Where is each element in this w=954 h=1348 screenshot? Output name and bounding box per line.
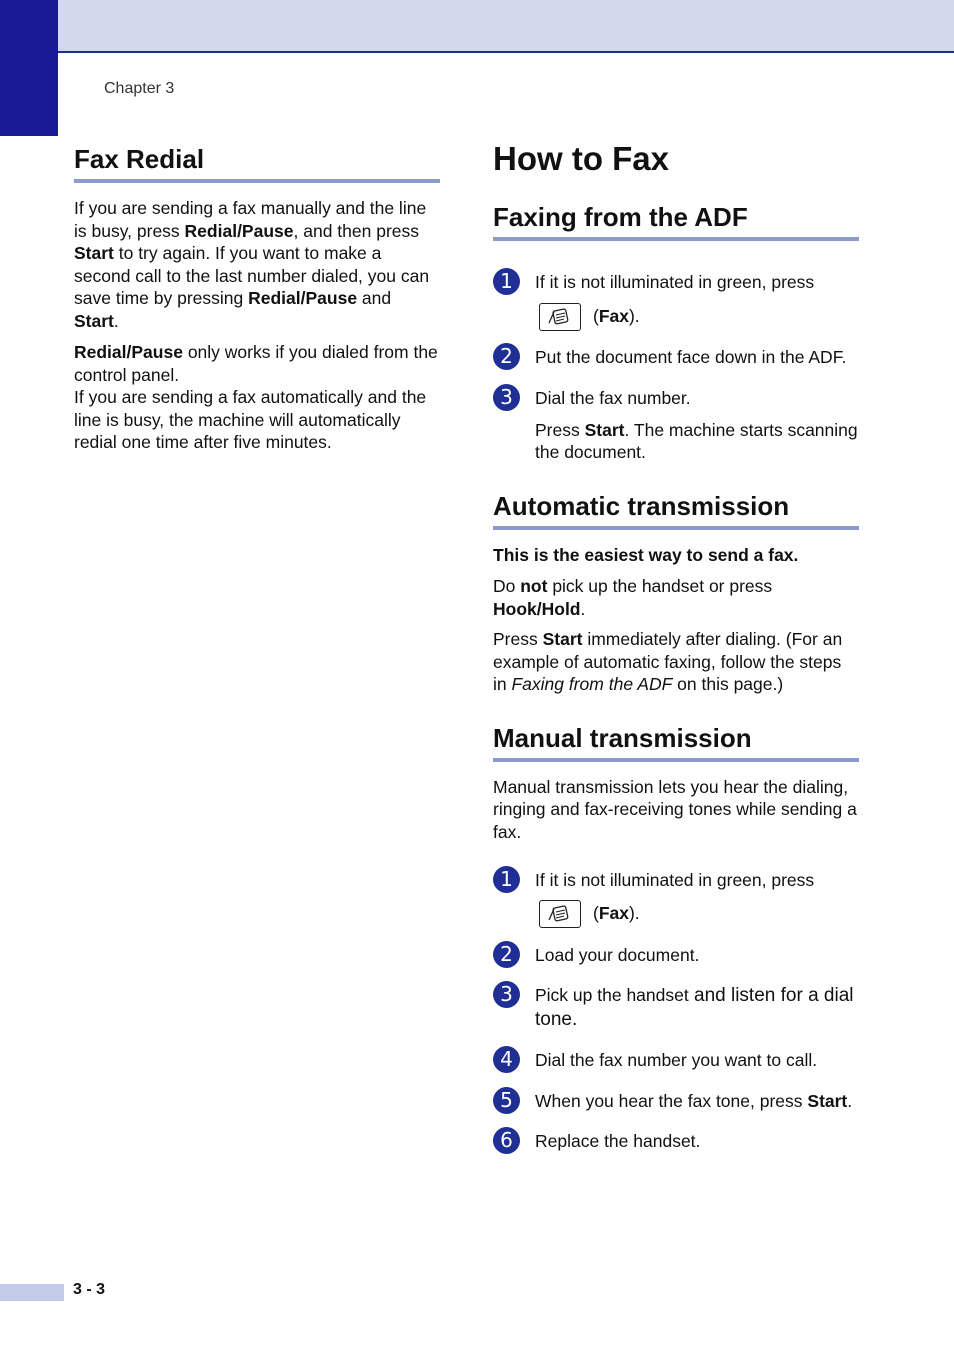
step-number-badge: 5 (493, 1087, 520, 1114)
manual-transmission-heading: Manual transmission (493, 723, 859, 762)
manual-intro: Manual transmission lets you hear the dialing, ringing and fax-receiving tones while sending a fax. (493, 776, 857, 842)
fax-redial-heading: Fax Redial (74, 144, 440, 183)
faxing-from-adf-heading: Faxing from the ADF (493, 202, 859, 241)
adf-step-2: 2 Put the document face down in the ADF. (493, 346, 859, 369)
automatic-transmission-heading: Automatic transmission (493, 491, 859, 530)
step-number-badge: 2 (493, 941, 520, 968)
step-number-badge: 1 (493, 268, 520, 295)
fax-icon[interactable] (539, 303, 581, 331)
auto-lead: This is the easiest way to send a fax. (493, 544, 799, 565)
step-number-badge: 4 (493, 1046, 520, 1073)
step-number-badge: 6 (493, 1127, 520, 1154)
right-column (493, 140, 859, 1153)
page-number-tab (0, 1284, 64, 1301)
chapter-label: Chapter 3 (104, 80, 175, 97)
manual-step-2: 2 Load your document. (493, 944, 859, 967)
manual-fax-key-line: (Fax). (493, 897, 859, 931)
fax-redial-paragraph-1: If you are sending a fax manually and the line is busy, press Redial/Pause, and then press Start to try again. If you want to make a second call to the last number dialed, you can save time by pressing Redial/Pause and Start. (74, 198, 430, 331)
step-number-badge: 3 (493, 384, 520, 411)
fax-icon[interactable] (539, 900, 581, 928)
manual-step-5: 5 When you hear the fax tone, press Start. (493, 1090, 859, 1113)
step-number-badge: 3 (493, 981, 520, 1008)
adf-step-3: 3 Dial the fax number. Press Start. The machine starts scanning the document. (493, 387, 859, 464)
manual-step-6: 6 Replace the handset. (493, 1130, 859, 1153)
fax-redial-paragraph-3: If you are sending a fax automatically and the line is busy, the machine will automatically redial one time after five minutes. (74, 387, 427, 452)
step-number-badge: 2 (493, 343, 520, 370)
manual-step-1: 1 If it is not illuminated in green, press (493, 869, 859, 892)
page-number: 3 - 3 (73, 1281, 106, 1298)
adf-step-1: 1 If it is not illuminated in green, press (493, 271, 859, 294)
left-column (74, 144, 440, 454)
manual-step-4: 4 Dial the fax number you want to call. (493, 1049, 859, 1072)
page-title: How to Fax (493, 140, 670, 177)
auto-paragraph-1: Do not pick up the handset or press Hook/Hold. (493, 576, 773, 619)
auto-paragraph-2: Press Start immediately after dialing. (For an example of automatic faxing, follow the steps in Faxing from the ADF on this page.) (493, 629, 843, 694)
fax-redial-paragraph-2: Redial/Pause only works if you dialed from the control panel. (74, 342, 438, 385)
header-band (58, 0, 954, 53)
chapter-tab-block (0, 0, 58, 136)
manual-step-3: 3 Pick up the handset and listen for a dial tone. (493, 984, 859, 1031)
step-number-badge: 1 (493, 866, 520, 893)
adf-fax-key-line: (Fax). (493, 300, 859, 334)
